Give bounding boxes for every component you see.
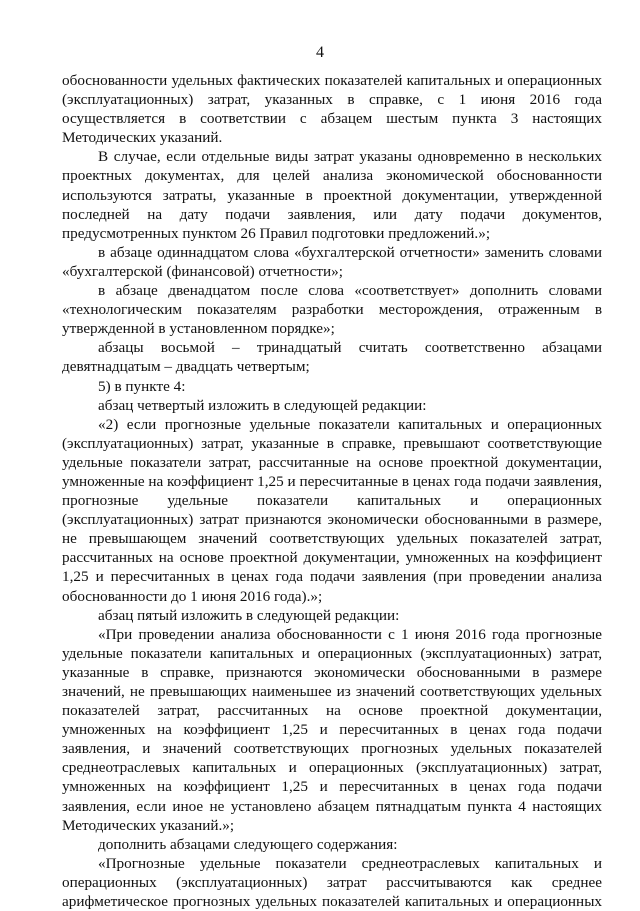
paragraph-10: «При проведении анализа обоснованности с 1 июня 2016 года прогнозные удельные показатели капитальных и операционных (эксплуатационных) затрат, указанные в справке, признаются экономически обоснованными в размере значений, не превышающих наименьшее из значений соответствующих удельных показателей затрат, рассчитанных на основе проектной документации, умноженных на коэффициент 1,25 и пересчитанных в ценах года подачи заявления, и значений соответствующих прогнозных удельных показателей среднеотраслевых капитальных и операционных (эксплуатационных) затрат, умноженных на коэффициент 1,25 и пересчитанных в ценах года подачи заявления, если иное не установлено абзацем пятнадцатым пункта 4 настоящих Методических указаний.»; <box>62 625 602 834</box>
document-body <box>62 71 602 911</box>
page-number: 4 <box>316 44 324 61</box>
paragraph-5: абзацы восьмой – тринадцатый считать соответственно абзацами девятнадцатым – двадцать четвертым; <box>62 339 602 376</box>
paragraph-9: абзац пятый изложить в следующей редакции: <box>98 606 400 624</box>
paragraph-11: дополнить абзацами следующего содержания: <box>98 835 398 853</box>
paragraph-1: обоснованности удельных фактических показателей капитальных и операционных (эксплуатационных) затрат, указанных в справке, с 1 июня 2016 года осуществляется в соответствии с абзацем шестым пункта 3 настоящих Методических указаний. <box>62 72 602 147</box>
paragraph-4: в абзаце двенадцатом после слова «соответствует» дополнить словами «технологическим показателям разработки месторождения, отраженным в утвержденной в установленном порядке»; <box>62 282 602 338</box>
paragraph-3: в абзаце одиннадцатом слова «бухгалтерской отчетности» заменить словами «бухгалтерской (финансовой) отчетности»; <box>62 243 602 280</box>
paragraph-12: «Прогнозные удельные показатели среднеотраслевых капитальных и операционных (эксплуатационных) затрат рассчитываются как среднее арифметическое прогнозных удельных показателей капитальных и операционных <box>62 854 602 911</box>
paragraph-8: «2) если прогнозные удельные показатели капитальных и операционных (эксплуатационных) затрат, указанные в справке, превышают соответствующие удельные показатели затрат, рассчитанные на основе проектной документации, умноженные на коэффициент 1,25 и пересчитанные в ценах года подачи заявления, прогнозные удельные показатели капитальных и операционных (эксплуатационных) затрат признаются экономически обоснованными в размере, не превышающем значений соответствующих удельных показателей затрат, рассчитанных на основе проектной документации, умноженных на коэффициент 1,25 и пересчитанных в ценах года подачи заявления (при проведении анализа обоснованности до 1 июня 2016 года).»; <box>62 415 602 605</box>
paragraph-6: 5) в пункте 4: <box>98 377 186 395</box>
paragraph-7: абзац четвертый изложить в следующей редакции: <box>98 396 427 414</box>
paragraph-2: В случае, если отдельные виды затрат указаны одновременно в нескольких проектных документах, для целей анализа экономической обоснованности используются затраты, указанные в проектной документации, утвержденной последней на дату подачи заявления, или дату подачи документов, предусмотренных пунктом 26 Правил подготовки предложений.»; <box>62 148 602 242</box>
